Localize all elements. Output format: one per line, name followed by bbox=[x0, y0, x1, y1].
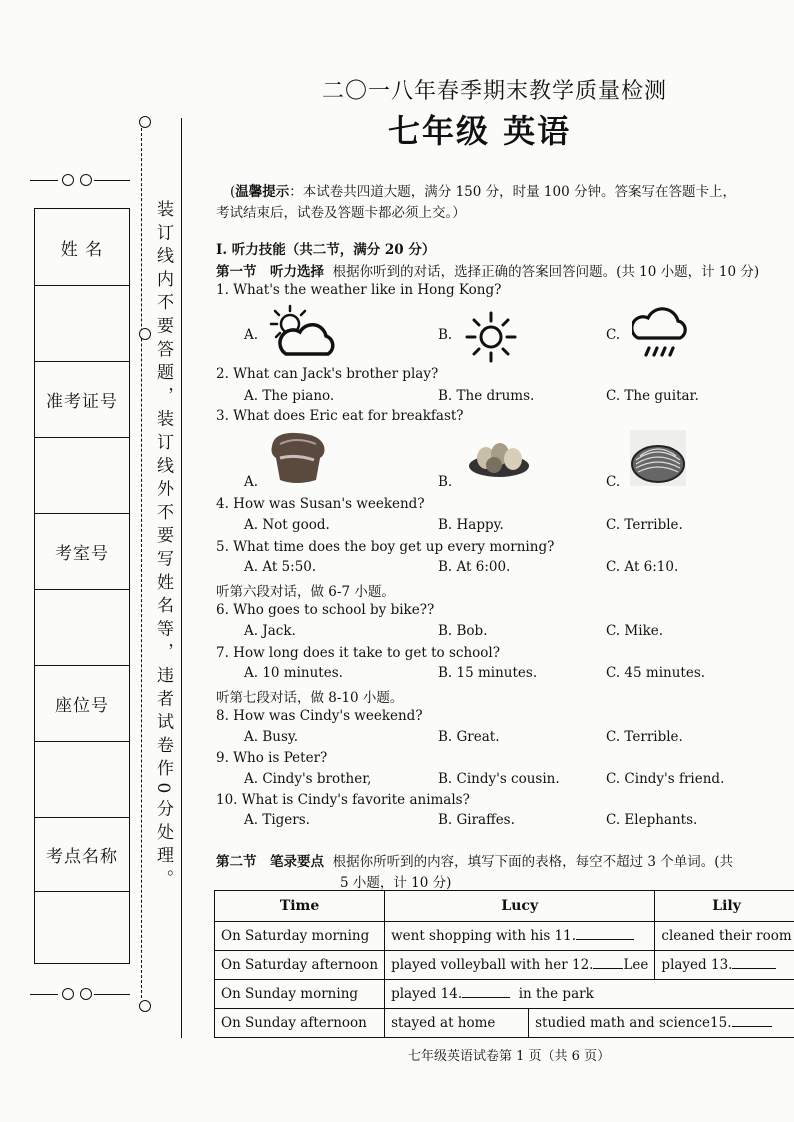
q8-option-a[interactable]: A. Busy. bbox=[244, 729, 298, 745]
q7-option-a[interactable]: A. 10 minutes. bbox=[244, 665, 343, 681]
name-field[interactable] bbox=[35, 285, 129, 361]
page-footer: 七年级英语试卷第 1 页（共 6 页） bbox=[408, 1049, 611, 1064]
notice-label: 温馨提示 bbox=[235, 184, 290, 200]
question-3: 3. What does Eric eat for breakfast? bbox=[216, 408, 464, 424]
bread-icon bbox=[266, 428, 330, 486]
exam-title: 二〇一八年春季期末教学质量检测 bbox=[322, 79, 668, 104]
q5-option-c[interactable]: C. At 6:10. bbox=[606, 559, 679, 575]
q7-option-b[interactable]: B. 15 minutes. bbox=[438, 665, 538, 681]
cut-circle-top bbox=[139, 116, 151, 128]
name-label: 姓 名 bbox=[60, 239, 104, 260]
partly-cloudy-icon bbox=[268, 302, 340, 360]
question-8: 8. How was Cindy's weekend? bbox=[216, 708, 423, 724]
header-lucy: Lucy bbox=[385, 891, 655, 922]
lucy-cell: played 14. in the park bbox=[385, 980, 794, 1009]
q3-option-b[interactable]: B. bbox=[438, 474, 453, 490]
q2-option-b[interactable]: B. The drums. bbox=[438, 388, 535, 404]
notice-line-1: (温馨提示：本试卷共四道大题，满分 150 分，时量 100 分钟。答案写在答题卡上， bbox=[230, 184, 736, 200]
subject-title: 七年级 英语 bbox=[388, 112, 572, 150]
q5-option-b[interactable]: B. At 6:00. bbox=[438, 559, 511, 575]
question-4: 4. How was Susan's weekend? bbox=[216, 496, 425, 512]
q4-option-b[interactable]: B. Happy. bbox=[438, 517, 504, 533]
question-1: 1. What's the weather like in Hong Kong? bbox=[216, 282, 502, 298]
time-cell: On Sunday afternoon bbox=[215, 1009, 385, 1038]
q2-option-a[interactable]: A. The piano. bbox=[244, 388, 335, 404]
time-cell: On Saturday morning bbox=[215, 922, 385, 951]
part2-line-2: 5 小题，计 10 分) bbox=[340, 875, 452, 891]
lily-cell: played 13. bbox=[655, 951, 794, 980]
cut-circle-bottom bbox=[139, 1000, 151, 1012]
site-field[interactable] bbox=[35, 891, 129, 963]
q4-option-a[interactable]: A. Not good. bbox=[244, 517, 330, 533]
q3-option-c[interactable]: C. bbox=[606, 474, 621, 490]
q8-option-b[interactable]: B. Great. bbox=[438, 729, 500, 745]
question-10: 10. What is Cindy's favorite animals? bbox=[216, 792, 470, 808]
part2-line: 第二节 笔录要点 根据你所听到的内容，填写下面的表格，每空不超过 3 个单词。(共 bbox=[216, 854, 734, 870]
q6-option-c[interactable]: C. Mike. bbox=[606, 623, 664, 639]
q8-option-c[interactable]: C. Terrible. bbox=[606, 729, 683, 745]
q10-option-a[interactable]: A. Tigers. bbox=[244, 812, 310, 828]
table-row bbox=[215, 951, 794, 980]
exam-id-label: 准考证号 bbox=[35, 361, 129, 437]
blank-12[interactable] bbox=[593, 968, 623, 969]
blank-13[interactable] bbox=[732, 968, 776, 969]
lucy-cell: played volleyball with her 12. Lee bbox=[385, 951, 655, 980]
part1-line: 第一节 听力选择 根据你听到的对话，选择正确的答案回答问题。(共 10 小题，计 10 分) bbox=[216, 264, 760, 280]
sun-icon bbox=[464, 310, 518, 364]
binding-notice: 装订线内不要答题，装订线外不要写姓名等，违者试卷作0分处理。 bbox=[153, 200, 173, 893]
lily-cell: studied math and science15. bbox=[529, 1009, 794, 1038]
table-row bbox=[215, 1009, 794, 1038]
q6-option-b[interactable]: B. Bob. bbox=[438, 623, 488, 639]
q5-option-a[interactable]: A. At 5:50. bbox=[244, 559, 317, 575]
lily-cell: cleaned their room bbox=[655, 922, 794, 951]
room-field[interactable] bbox=[35, 589, 129, 665]
question-9: 9. Who is Peter? bbox=[216, 750, 328, 766]
table-row bbox=[215, 922, 794, 951]
q9-option-c[interactable]: C. Cindy's friend. bbox=[606, 771, 725, 787]
q3-option-a[interactable]: A. bbox=[244, 474, 259, 490]
q6-option-a[interactable]: A. Jack. bbox=[244, 623, 296, 639]
binding-ornament-bottom bbox=[30, 988, 110, 1002]
dialog-7-instruction: 听第七段对话，做 8-10 小题。 bbox=[216, 690, 404, 706]
q4-option-c[interactable]: C. Terrible. bbox=[606, 517, 683, 533]
student-info-table bbox=[34, 208, 130, 964]
site-label: 考点名称 bbox=[35, 817, 129, 891]
lucy-cell: stayed at home bbox=[385, 1009, 529, 1038]
question-7: 7. How long does it take to get to school? bbox=[216, 645, 500, 661]
q10-option-c[interactable]: C. Elephants. bbox=[606, 812, 698, 828]
room-label: 考室号 bbox=[35, 513, 129, 589]
q1-option-c[interactable]: C. bbox=[606, 327, 621, 343]
q9-option-b[interactable]: B. Cindy's cousin. bbox=[438, 771, 560, 787]
seat-label: 座位号 bbox=[35, 665, 129, 741]
blank-15[interactable] bbox=[732, 1026, 772, 1027]
notice-line-2: 考试结束后，试卷及答题卡都必须上交。） bbox=[216, 205, 466, 221]
question-6: 6. Who goes to school by bike?? bbox=[216, 602, 435, 618]
noodles-icon bbox=[630, 430, 686, 486]
lucy-cell: went shopping with his 11. bbox=[385, 922, 655, 951]
time-cell: On Saturday afternoon bbox=[215, 951, 385, 980]
binding-ornament-top bbox=[30, 174, 110, 188]
question-2: 2. What can Jack's brother play? bbox=[216, 366, 439, 382]
time-cell: On Sunday morning bbox=[215, 980, 385, 1009]
blank-14[interactable] bbox=[462, 997, 510, 998]
header-lily: Lily bbox=[655, 891, 794, 922]
rain-icon bbox=[632, 300, 688, 360]
answer-table bbox=[214, 890, 794, 1038]
q2-option-c[interactable]: C. The guitar. bbox=[606, 388, 699, 404]
dialog-6-instruction: 听第六段对话，做 6-7 小题。 bbox=[216, 584, 395, 600]
seat-field[interactable] bbox=[35, 741, 129, 817]
q9-option-a[interactable]: A. Cindy's brother, bbox=[244, 771, 372, 787]
q1-option-b[interactable]: B. bbox=[438, 327, 453, 343]
eggs-icon bbox=[466, 436, 532, 480]
margin-rule bbox=[181, 118, 182, 1038]
section-heading: I. 听力技能（共二节，满分 20 分） bbox=[216, 242, 436, 258]
blank-11[interactable] bbox=[576, 939, 634, 940]
q1-option-a[interactable]: A. bbox=[244, 327, 259, 343]
exam-id-field[interactable] bbox=[35, 437, 129, 513]
table-row bbox=[215, 980, 794, 1009]
header-time: Time bbox=[215, 891, 385, 922]
q10-option-b[interactable]: B. Giraffes. bbox=[438, 812, 515, 828]
q7-option-c[interactable]: C. 45 minutes. bbox=[606, 665, 706, 681]
question-5: 5. What time does the boy get up every morning? bbox=[216, 539, 555, 555]
